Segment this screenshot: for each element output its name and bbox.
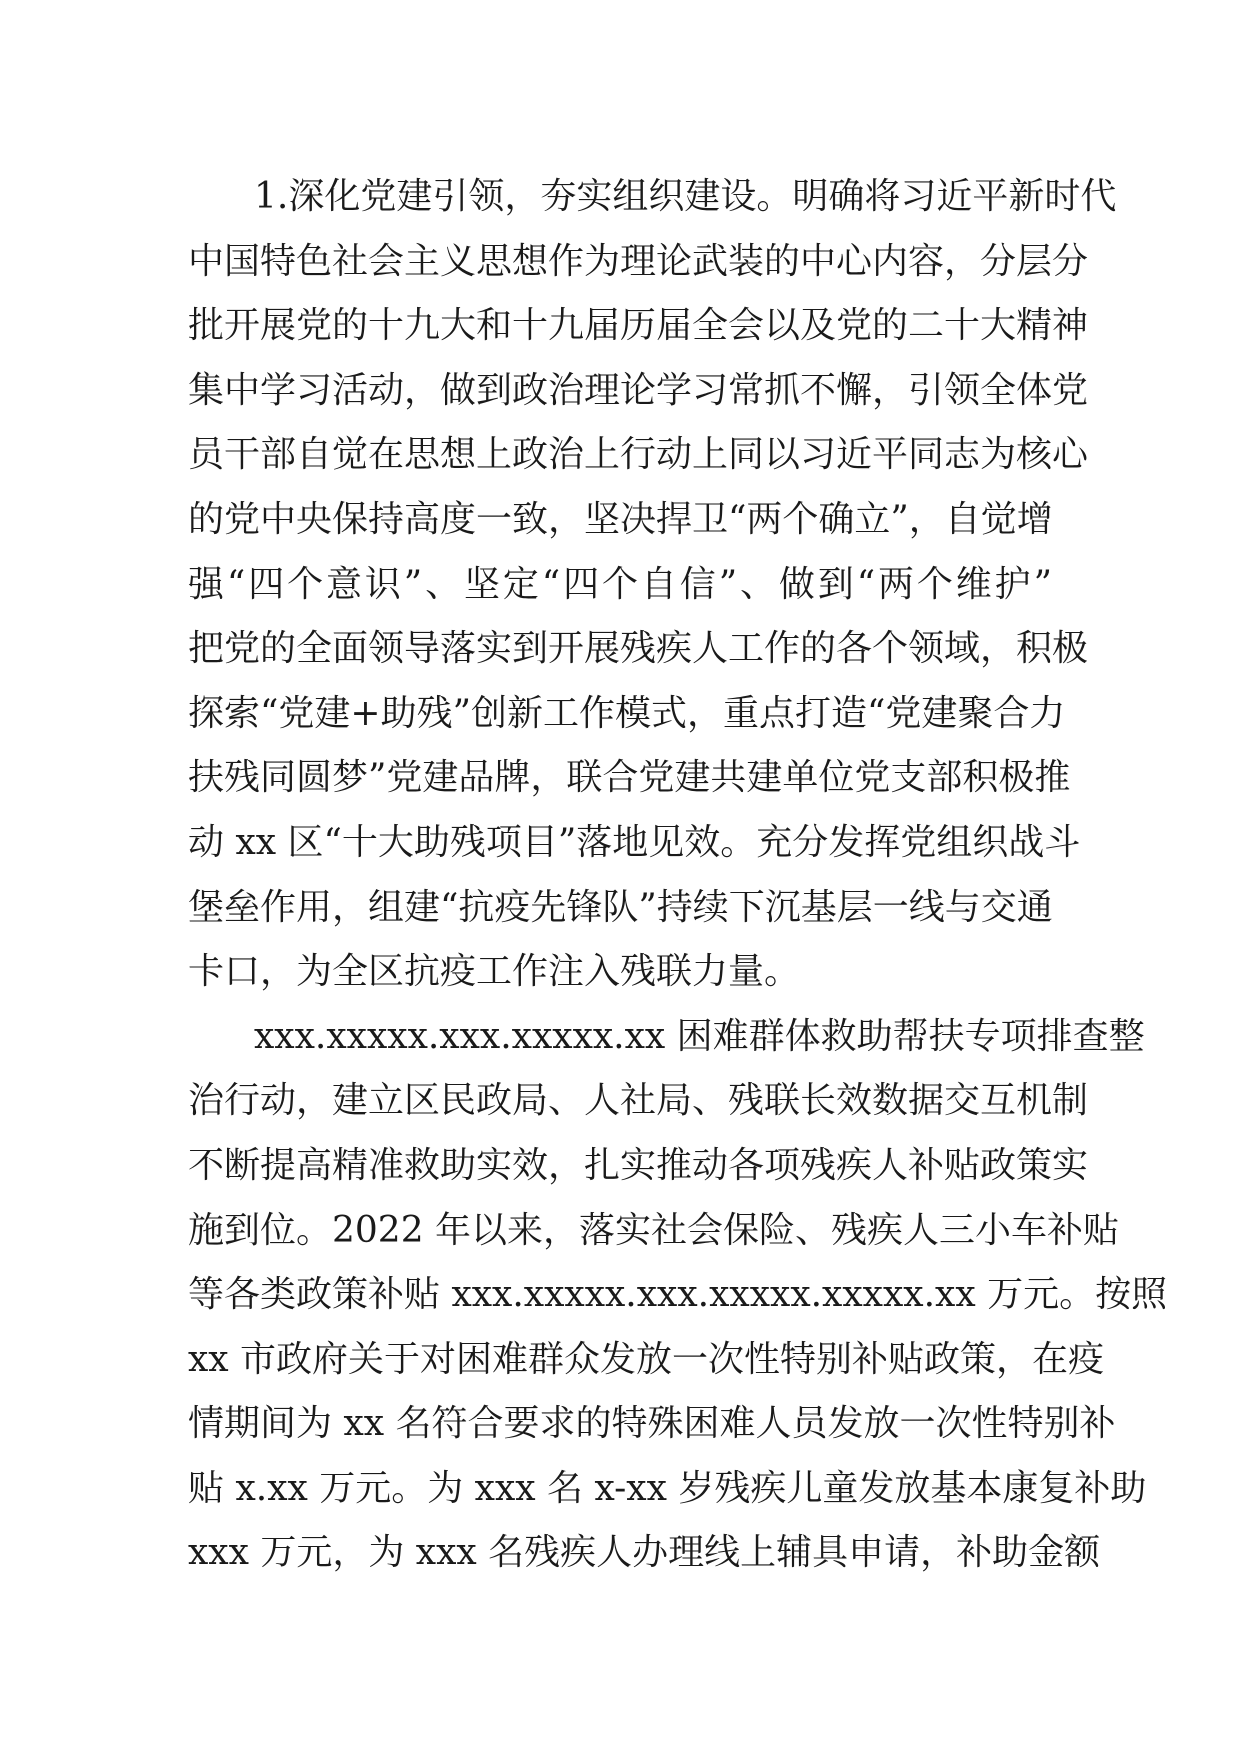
text-line: xxx.xxxxx.xxx.xxxxx.xx 困难群体救助帮扶专项排查整 xyxy=(254,1015,1145,1057)
text-line: 的党中央保持高度一致，坚决捍卫“两个确立”，自觉增 xyxy=(188,498,1053,540)
text-line: 批开展党的十九大和十九届历届全会以及党的二十大精神 xyxy=(188,305,1089,347)
text-line: 治行动，建立区民政局、人社局、残联长效数据交互机制 xyxy=(188,1080,1089,1122)
text-line: 施到位。2022 年以来，落实社会保险、残疾人三小车补贴 xyxy=(188,1209,1120,1251)
text-line: 动 xx 区“十大助残项目”落地见效。充分发挥党组织战斗 xyxy=(188,821,1081,863)
text-line: 卡口，为全区抗疫工作注入残联力量。 xyxy=(188,951,801,993)
text-line: 贴 x.xx 万元。为 xxx 名 x-xx 岁残疾儿童发放基本康复补助 xyxy=(188,1467,1147,1509)
text-line: 中国特色社会主义思想作为理论武装的中心内容，分层分 xyxy=(188,240,1089,282)
text-line: 不断提高精准救助实效，扎实推动各项残疾人补贴政策实 xyxy=(188,1144,1089,1186)
text-line: 把党的全面领导落实到开展残疾人工作的各个领域，积极 xyxy=(188,628,1089,670)
paragraph-assistance xyxy=(188,1005,1168,1586)
paragraph-party-building xyxy=(188,165,1117,1005)
document-body xyxy=(188,165,1168,1586)
text-line: 扶残同圆梦”党建品牌，联合党建共建单位党支部积极推 xyxy=(188,757,1071,799)
text-line: 堡垒作用，组建“抗疫先锋队”持续下沉基层一线与交通 xyxy=(188,886,1053,928)
text-line: 员干部自觉在思想上政治上行动上同以习近平同志为核心 xyxy=(188,434,1089,476)
text-line: 等各类政策补贴 xxx.xxxxx.xxx.xxxxx.xxxxx.xx 万元。按照 xyxy=(188,1274,1168,1316)
text-line: 探索“党建+助残”创新工作模式，重点打造“党建聚合力 xyxy=(188,692,1066,734)
text-line: 集中学习活动，做到政治理论学习常抓不懈，引领全体党 xyxy=(188,369,1089,411)
text-line: 1.深化党建引领，夯实组织建设。明确将习近平新时代 xyxy=(254,176,1117,217)
text-line: xxx 万元，为 xxx 名残疾人办理线上辅具申请，补助金额 xyxy=(188,1532,1101,1574)
text-line: 情期间为 xx 名符合要求的特殊困难人员发放一次性特别补 xyxy=(188,1403,1116,1445)
text-line: 强“四个意识”、坚定“四个自信”、做到“两个维护” xyxy=(188,563,1052,605)
text-line: xx 市政府关于对困难群众发放一次性特别补贴政策，在疫 xyxy=(188,1338,1105,1380)
